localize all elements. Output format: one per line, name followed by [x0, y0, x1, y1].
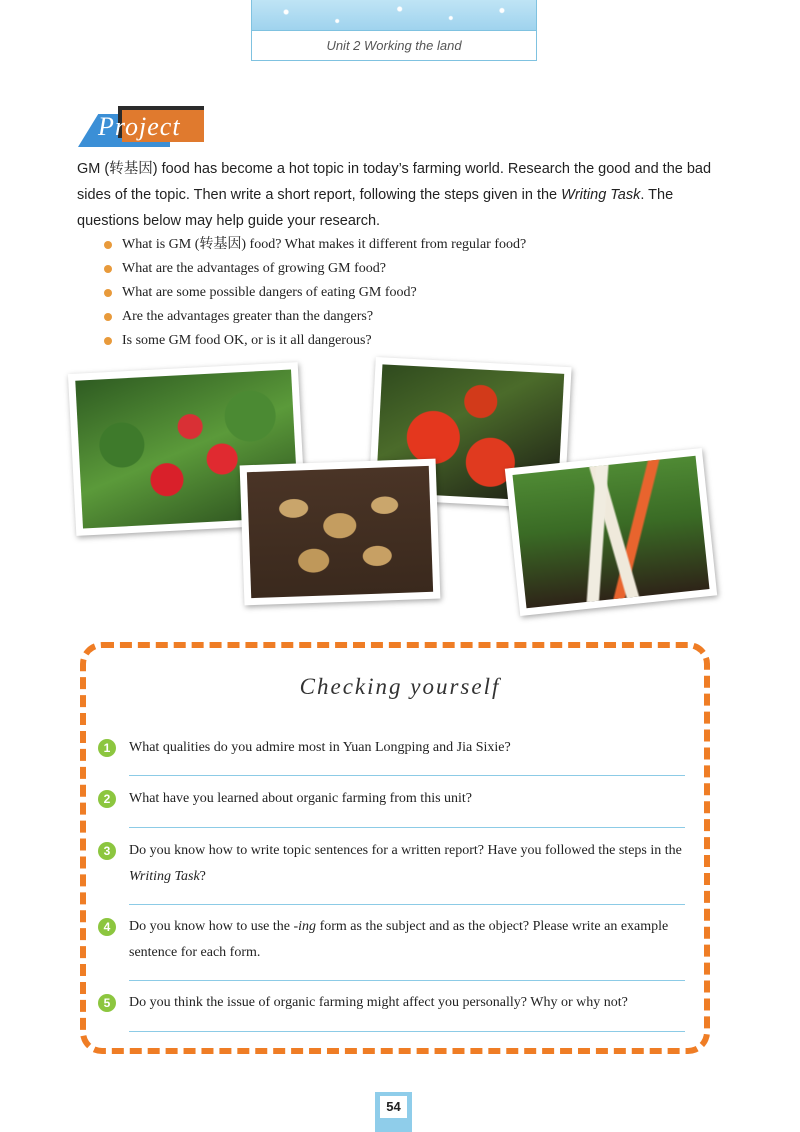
- question-number: 4: [98, 918, 116, 936]
- question-1: [98, 738, 698, 761]
- answer-line[interactable]: [129, 1031, 685, 1032]
- page-number: 54: [380, 1096, 407, 1118]
- answer-line[interactable]: [129, 904, 685, 905]
- project-badge: [78, 104, 208, 148]
- unit-title: Unit 2 Working the land: [326, 38, 462, 53]
- intro-text-1: GM (转基因) food has become a hot topic in today’s farming world. Research the good and the bad sides of the topic. Then write a short report, following the steps given in the: [77, 161, 712, 203]
- question-text-part: Do you know how to use the: [129, 919, 294, 934]
- answer-line[interactable]: [129, 980, 685, 981]
- radish-photo: [505, 448, 717, 616]
- answer-line[interactable]: [129, 775, 685, 776]
- unit-header: [251, 0, 537, 61]
- question-writing-task: Writing Task: [129, 869, 200, 884]
- question-number: 3: [98, 842, 116, 860]
- list-item: What is GM (转基因) food? What makes it different from regular food?: [104, 233, 526, 257]
- question-text-part: Do you know how to write topic sentences for a written report? Have you followed the steps in the: [129, 843, 682, 858]
- question-ing-form: -ing: [293, 919, 317, 934]
- potato-image: [247, 466, 433, 598]
- checking-yourself-title: Checking yourself: [299, 674, 501, 699]
- project-intro: [77, 156, 727, 234]
- list-item: Are the advantages greater than the dangers?: [104, 305, 526, 329]
- research-questions: [104, 233, 526, 353]
- question-number: 1: [98, 739, 116, 757]
- potato-photo: [240, 459, 441, 606]
- question-2: [98, 789, 698, 812]
- list-item: Is some GM food OK, or is it all dangerous?: [104, 329, 526, 353]
- header-water-decoration: [252, 0, 536, 31]
- question-text: Do you think the issue of organic farming might affect you personally? Why or why not?: [129, 995, 628, 1010]
- intro-writing-task: Writing Task: [561, 187, 641, 203]
- question-3: [98, 841, 698, 890]
- question-number: 2: [98, 790, 116, 808]
- question-number: 5: [98, 994, 116, 1012]
- radish-image: [513, 456, 710, 608]
- question-text: [129, 914, 698, 966]
- question-5: [98, 993, 698, 1016]
- answer-line[interactable]: [129, 827, 685, 828]
- list-item: What are the advantages of growing GM food?: [104, 257, 526, 281]
- question-text-part: ?: [199, 869, 206, 884]
- question-text: What qualities do you admire most in Yuan Longping and Jia Sixie?: [129, 740, 511, 755]
- intro-text-2: . The questions below may help guide your research.: [77, 187, 674, 229]
- question-text: What have you learned about organic farming from this unit?: [129, 791, 473, 806]
- page-number-tab: [375, 1092, 412, 1132]
- question-4: [98, 917, 698, 966]
- question-text: [129, 838, 698, 890]
- list-item: What are some possible dangers of eating GM food?: [104, 281, 526, 305]
- project-badge-label: Project: [98, 112, 181, 141]
- question-text-part: form as the subject and as the object? Please write an example sentence for each form.: [129, 919, 669, 960]
